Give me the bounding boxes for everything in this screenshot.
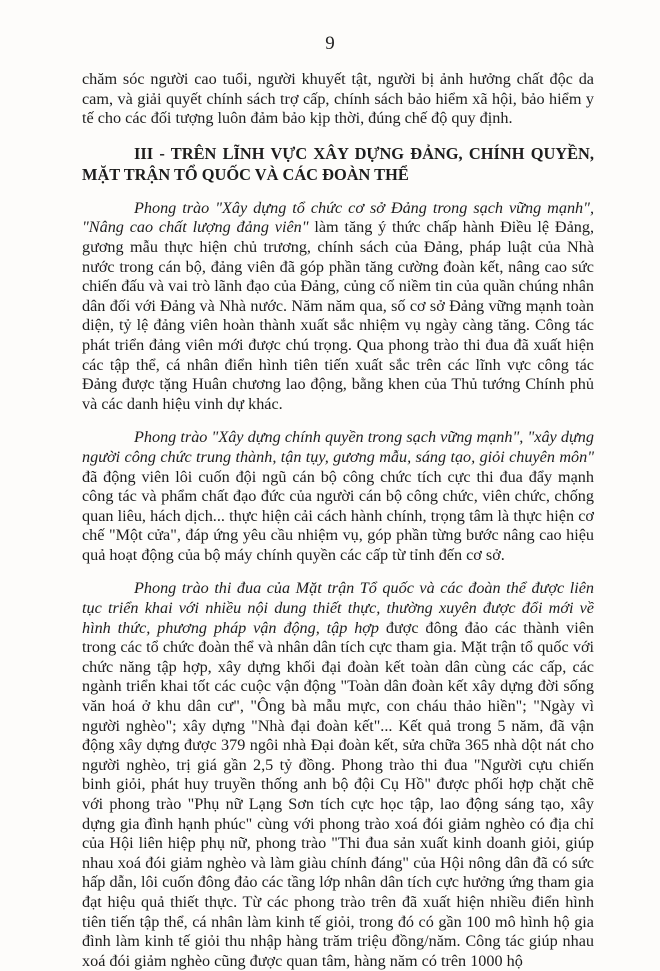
page-number: 9 xyxy=(325,33,335,54)
paragraph-government-building xyxy=(82,428,594,565)
paragraph-party-building xyxy=(82,199,594,415)
paragraph-party-building-lead: Phong trào "Xây dựng tổ chức cơ sở Đảng trong sạch vững mạnh", "Nâng cao chất lượng đảng viên" xyxy=(82,198,594,237)
paragraph-front-organizations-body: được đông đảo các thành viên trong các tổ chức đoàn thể và nhân dân tích cực tham gia. Mặt trận tổ quốc với chức năng tập hợp, xây dựng khối đại đoàn kết toàn dân cùng các cấp, các ngành triển khai tốt các cuộc vận động "Toàn dân đoàn kết xây dựng đời sống văn hoá ở khu dân cư", "Ông bà mẫu mực, con cháu thảo hiền"; "Ngày vì người nghèo"; xây dựng "Nhà đại đoàn kết"... Kết quả trong 5 năm, đã vận động xây dựng được 379 ngôi nhà Đại đoàn kết, sửa chữa 365 nhà dột nát cho người nghèo, trị giá gần 2,5 tỷ đồng. Phong trào thi đua "Người cựu chiến binh giỏi, phát huy truyền thống anh bộ đội Cụ Hồ" được phối hợp chặt chẽ với phong trào "Phụ nữ Lạng Sơn tích cực học tập, lao động sáng tạo, xây dựng gia đình hạnh phúc" cùng với phong trào xoá đói giảm nghèo có địa chỉ của Hội liên hiệp phụ nữ, phong trào "Thi đua sản xuất kinh doanh giỏi, giúp nhau xoá đói giảm nghèo và làm giàu chính đáng" của Hội nông dân đã có sức hấp dẫn, lôi cuốn đông đảo các tầng lớp nhân dân tích cực hưởng ứng tham gia đạt hiệu quả thiết thực. Từ các phong trào trên đã xuất hiện nhiều điển hình tiên tiến tập thể, cá nhân làm kinh tế giỏi, trong đó có gần 100 mô hình hộ gia đình làm kinh tế giỏi thu nhập hàng trăm triệu đồng/năm. Công tác giúp nhau xoá đói giảm nghèo cũng được quan tâm, hàng năm có trên 1000 hộ xyxy=(82,618,594,970)
paragraph-government-building-body: đã động viên lôi cuốn đội ngũ cán bộ công chức tích cực thi đua đẩy mạnh công tác và phẩm chất đạo đức của người cán bộ công chức, viên chức, chống quan liêu, hách dịch... thực hiện cải cách hành chính, trọng tâm là thực hiện cơ chế "Một cửa", đáp ứng yêu cầu nhiệm vụ, góp phần từng bước nâng cao hiệu quả hoạt động của bộ máy chính quyền các cấp từ tỉnh đến cơ sở. xyxy=(82,467,594,564)
paragraph-government-building-lead: Phong trào "Xây dựng chính quyền trong sạch vững mạnh", "xây dựng người công chức trung thành, tận tụy, gương mẫu, sáng tạo, giỏi chuyên môn" xyxy=(82,428,594,466)
paragraph-front-organizations xyxy=(82,579,594,971)
paragraph-party-building-body: làm tăng ý thức chấp hành Điều lệ Đảng, gương mẫu thực hiện chủ trương, chính sách của Đảng, pháp luật của Nhà nước trong cán bộ, đảng viên đã góp phần tăng cường đoàn kết, nâng cao sức chiến đấu và vai trò lãnh đạo của Đảng, củng cố niềm tin của quần chúng nhân dân đối với Đảng và Nhà nước. Năm năm qua, số cơ sở Đảng vững mạnh toàn diện, tỷ lệ đảng viên hoàn thành xuất sắc nhiệm vụ ngày càng tăng. Công tác phát triển đảng viên mới được chú trọng. Qua phong trào thi đua đã xuất hiện các tập thể, cá nhân điển hình tiên tiến xuất sắc trên các lĩnh vực công tác Đảng được tặng Huân chương lao động, bằng khen của Thủ tướng Chính phủ và các danh hiệu vinh dự khác. xyxy=(82,218,595,413)
page-content xyxy=(82,70,594,971)
paragraph-front-organizations-lead: Phong trào thi đua của Mặt trận Tổ quốc và các đoàn thể được liên tục triển khai với nhiều nội dung thiết thực, thường xuyên được đổi mới về hình thức, phương pháp vận động, tập hợp xyxy=(82,579,594,637)
intro-paragraph: chăm sóc người cao tuổi, người khuyết tật, người bị ảnh hưởng chất độc da cam, và giải quyết chính sách trợ cấp, chính sách bảo hiểm xã hội, bảo hiểm y tế cho các đối tượng luôn đảm bảo kịp thời, đúng chế độ quy định. xyxy=(82,70,594,128)
section-heading: III - TRÊN LĨNH VỰC XÂY DỰNG ĐẢNG, CHÍNH QUYỀN, MẶT TRẬN TỔ QUỐC VÀ CÁC ĐOÀN THỂ xyxy=(82,143,594,184)
